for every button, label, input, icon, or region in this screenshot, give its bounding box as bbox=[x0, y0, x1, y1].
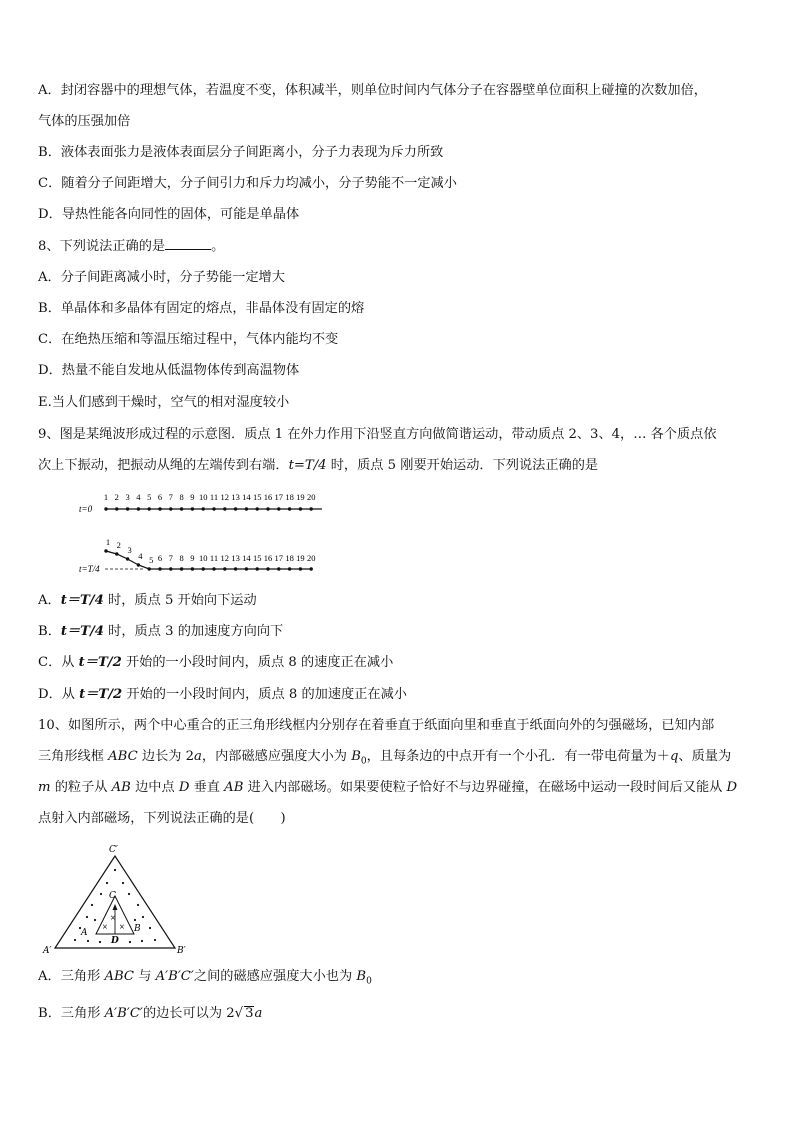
field-dot bbox=[122, 882, 124, 884]
particle-dot bbox=[191, 507, 194, 510]
q8-stem-end: 。 bbox=[211, 239, 225, 254]
option-text: 与 bbox=[134, 969, 156, 984]
particle-dot bbox=[234, 567, 237, 570]
q8-option-c: C．在绝热压缩和等温压缩过程中，气体内能均不变 bbox=[38, 332, 339, 347]
particle-number: 14 bbox=[242, 553, 251, 563]
particle-number: 1 bbox=[103, 492, 109, 502]
particle-dot bbox=[148, 507, 151, 510]
point-label: D bbox=[726, 780, 738, 795]
q9-stem-line2 bbox=[38, 457, 760, 475]
field-dot bbox=[94, 919, 96, 921]
stem-text: 边长为 2 bbox=[137, 749, 195, 764]
particle-number: 13 bbox=[231, 492, 240, 502]
particle-number: 19 bbox=[296, 553, 305, 563]
option-prefix: B． bbox=[38, 624, 61, 639]
row2-numbers bbox=[106, 537, 316, 565]
option-text: 之间的磁感应强度大小也为 bbox=[193, 969, 357, 984]
particle-number: 4 bbox=[136, 492, 141, 502]
particle-dot bbox=[126, 557, 129, 560]
option-prefix: C．从 bbox=[38, 655, 79, 670]
q10-stem-line1: 10、如图所示，两个中心重合的正三角形线框内分别存在着垂直于纸面向里和垂直于纸面向外的匀强磁场，已知内部 bbox=[38, 718, 715, 733]
particle-dot bbox=[223, 507, 226, 510]
field-dot bbox=[149, 927, 151, 929]
label-a: A bbox=[81, 928, 88, 938]
particle-number: 20 bbox=[306, 553, 316, 563]
particle-number: 11 bbox=[209, 492, 219, 502]
particle-number: 11 bbox=[209, 553, 219, 563]
q9-stem-time: t=T/4 bbox=[288, 458, 327, 473]
q9-option-d bbox=[38, 686, 760, 704]
option-text: 开始的一小段时间内，质点 8 的速度正在减小 bbox=[121, 655, 394, 670]
particle-dot bbox=[115, 507, 118, 510]
label-d: D bbox=[111, 936, 119, 946]
particle-dot bbox=[256, 507, 259, 510]
var-b: B bbox=[356, 969, 367, 984]
field-dot bbox=[142, 916, 144, 918]
field-cross-mark: × bbox=[110, 914, 116, 922]
time-value: t＝T/4 bbox=[60, 593, 104, 608]
triangle-label: A′B′C′ bbox=[155, 969, 194, 984]
q7-option-b: B．液体表面张力是液体表面层分子间距离小，分子力表现为斥力所致 bbox=[38, 145, 444, 160]
particle-dot bbox=[137, 507, 140, 510]
particle-dot bbox=[202, 507, 205, 510]
var-a: a bbox=[254, 1006, 263, 1021]
particle-dot bbox=[191, 567, 194, 570]
particle-number: 7 bbox=[168, 553, 173, 563]
particle-dot bbox=[158, 507, 161, 510]
particle-dot bbox=[180, 507, 183, 510]
stem-text: ，且每条边的中点开有一个小孔．有一带电荷量为＋ bbox=[366, 749, 670, 764]
field-dot bbox=[106, 882, 108, 884]
row1-label: t=0 bbox=[79, 504, 93, 514]
label-c: C bbox=[109, 891, 116, 901]
sqrt-radicand: 3 bbox=[245, 1006, 254, 1021]
particle-number: 5 bbox=[149, 555, 154, 565]
stem-text: 、质量为 bbox=[678, 749, 732, 764]
stem-text: 进入内部磁场。如果要使粒子恰好不与边界碰撞，在磁场中运动一段时间后又能从 bbox=[243, 780, 727, 795]
field-cross-mark: × bbox=[102, 923, 108, 931]
particle-dot bbox=[266, 507, 269, 510]
particle-dot bbox=[299, 567, 302, 570]
particle-number: 15 bbox=[252, 492, 262, 502]
field-dot bbox=[141, 940, 143, 942]
field-dot bbox=[100, 893, 102, 895]
q9-option-c bbox=[38, 654, 760, 672]
field-dot bbox=[137, 904, 139, 906]
particle-number: 8 bbox=[179, 492, 184, 502]
particle-dot bbox=[245, 507, 248, 510]
triangle-label: ABC bbox=[108, 749, 138, 764]
particle-number: 13 bbox=[231, 553, 240, 563]
point-label: D bbox=[178, 780, 190, 795]
q9-option-b bbox=[38, 623, 760, 641]
edge-label: AB bbox=[111, 780, 131, 795]
field-dot bbox=[128, 893, 130, 895]
option-text: 时，质点 3 的加速度方向向下 bbox=[103, 624, 284, 639]
q8-option-d: D．热量不能自发地从低温物体传到高温物体 bbox=[38, 363, 300, 378]
particle-number: 8 bbox=[179, 553, 184, 563]
particle-number: 9 bbox=[190, 492, 195, 502]
particle-dot bbox=[266, 567, 269, 570]
option-prefix: A．三角形 bbox=[38, 969, 105, 984]
q10-option-b bbox=[38, 1004, 760, 1024]
particle-number: 10 bbox=[198, 553, 208, 563]
label-a-prime: A′ bbox=[43, 946, 52, 956]
stem-text: 三角形线框 bbox=[38, 749, 109, 764]
particle-dot bbox=[104, 549, 107, 552]
q10-stem-line3 bbox=[38, 779, 760, 797]
stem-text: ，内部磁感应强度大小为 bbox=[201, 749, 352, 764]
var-b: B bbox=[351, 749, 361, 764]
row2-label: t=T/4 bbox=[79, 564, 100, 574]
time-value: t＝T/2 bbox=[79, 687, 123, 702]
triangle-label: ABC bbox=[104, 969, 135, 984]
var-m: m bbox=[38, 780, 51, 795]
q7-option-a-line1: A．封闭容器中的理想气体，若温度不变，体积减半，则单位时间内气体分子在容器壁单位面积上碰撞的次数加倍， bbox=[38, 83, 707, 98]
stem-text: 边中点 bbox=[130, 780, 179, 795]
answer-blank bbox=[165, 237, 211, 250]
particle-dot bbox=[202, 567, 205, 570]
subscript: 0 bbox=[366, 976, 372, 987]
field-dot bbox=[129, 941, 131, 943]
particle-number: 18 bbox=[285, 553, 294, 563]
q7-option-a-line2: 气体的压强加倍 bbox=[38, 114, 131, 129]
particle-dot bbox=[115, 552, 118, 555]
option-text: 的边长可以为 2 bbox=[142, 1006, 235, 1021]
particle-number: 2 bbox=[116, 540, 121, 550]
option-prefix: D．从 bbox=[38, 687, 80, 702]
q7-option-d: D．导热性能各向同性的固体，可能是单晶体 bbox=[38, 207, 300, 222]
q8-option-e: E.当人们感到干燥时，空气的相对湿度较小 bbox=[38, 395, 290, 410]
particle-number: 2 bbox=[114, 492, 119, 502]
particle-dot bbox=[169, 507, 172, 510]
option-text: 开始的一小段时间内，质点 8 的加速度正在减小 bbox=[122, 687, 407, 702]
particle-dot bbox=[104, 507, 107, 510]
field-dot bbox=[87, 940, 89, 942]
var-q: q bbox=[669, 749, 679, 764]
q9-stem-line1: 9、图是某绳波形成过程的示意图．质点 1 在外力作用下沿竖直方向做简谐运动，带动质点 2、3、4，… 各个质点依 bbox=[38, 427, 717, 442]
particle-dot bbox=[277, 567, 280, 570]
particle-dot bbox=[256, 567, 259, 570]
triangle-label: A′B′C′ bbox=[104, 1006, 143, 1021]
arrow-head bbox=[113, 904, 118, 910]
particle-dot bbox=[212, 507, 215, 510]
particle-dot bbox=[223, 567, 226, 570]
q8-option-a: A．分子间距离减小时，分子势能一定增大 bbox=[38, 270, 285, 285]
field-dot bbox=[134, 919, 136, 921]
particle-number: 5 bbox=[147, 492, 152, 502]
var-a: a bbox=[194, 749, 202, 764]
particle-number: 1 bbox=[105, 537, 111, 547]
field-dot bbox=[91, 904, 93, 906]
q8-stem-text: 8、下列说法正确的是 bbox=[38, 239, 166, 254]
particle-number: 18 bbox=[285, 492, 294, 502]
row1-numbers bbox=[104, 492, 316, 502]
particle-number: 12 bbox=[220, 492, 230, 502]
field-dot bbox=[86, 916, 88, 918]
q9-stem-text: 次上下振动，把振动从绳的左端传到右端． bbox=[38, 458, 289, 473]
particle-dot bbox=[299, 507, 302, 510]
subscript: 0 bbox=[360, 756, 367, 767]
particle-number: 19 bbox=[296, 492, 305, 502]
edge-label: AB bbox=[224, 780, 244, 795]
particle-dot bbox=[245, 567, 248, 570]
field-dot bbox=[154, 939, 156, 941]
particle-number: 3 bbox=[127, 545, 132, 555]
particle-dot bbox=[148, 567, 151, 570]
particle-number: 12 bbox=[220, 553, 230, 563]
particle-number: 20 bbox=[306, 492, 316, 502]
field-cross-mark: × bbox=[119, 923, 125, 931]
particle-number: 9 bbox=[190, 553, 195, 563]
particle-dot bbox=[137, 563, 140, 566]
particle-dot bbox=[158, 567, 161, 570]
particle-number: 16 bbox=[263, 492, 273, 502]
particle-dot bbox=[169, 567, 172, 570]
particle-number: 4 bbox=[138, 551, 143, 561]
particle-number: 3 bbox=[125, 492, 130, 502]
particle-number: 16 bbox=[263, 553, 273, 563]
particle-number: 6 bbox=[157, 492, 163, 502]
time-value: t＝T/4 bbox=[60, 624, 104, 639]
field-dot bbox=[114, 869, 116, 871]
rope-wave-figure bbox=[75, 488, 345, 580]
nested-triangles-figure bbox=[40, 838, 190, 960]
particle-number: 17 bbox=[274, 553, 284, 563]
q8-stem bbox=[38, 237, 760, 256]
q10-option-a bbox=[38, 968, 760, 991]
label-c-prime: C′ bbox=[109, 845, 118, 855]
particle-number: 10 bbox=[198, 492, 208, 502]
q10-stem-line4: 点射入内部磁场，下列说法正确的是( ) bbox=[38, 811, 286, 826]
particle-dot bbox=[288, 507, 291, 510]
particle-dot bbox=[277, 507, 280, 510]
particle-number: 17 bbox=[274, 492, 284, 502]
particle-number: 15 bbox=[252, 553, 262, 563]
q7-option-c: C．随着分子间距增大，分子间引力和斥力均减小，分子势能不一定减小 bbox=[38, 176, 457, 191]
particle-dot bbox=[310, 507, 313, 510]
particle-dot bbox=[310, 567, 313, 570]
stem-text: 垂直 bbox=[189, 780, 225, 795]
particle-dot bbox=[126, 507, 129, 510]
particle-dot bbox=[288, 567, 291, 570]
field-dot bbox=[99, 941, 101, 943]
particle-dot bbox=[212, 567, 215, 570]
option-prefix: A． bbox=[38, 593, 61, 608]
q8-option-b: B．单晶体和多晶体有固定的熔点，非晶体没有固定的熔 bbox=[38, 301, 365, 316]
time-value: t＝T/2 bbox=[78, 655, 122, 670]
particle-dot bbox=[234, 507, 237, 510]
label-b-prime: B′ bbox=[177, 946, 186, 956]
sqrt-symbol: √ bbox=[234, 1006, 244, 1021]
particle-dot bbox=[180, 567, 183, 570]
stem-text: 的粒子从 bbox=[50, 780, 112, 795]
option-text: 时，质点 5 开始向下运动 bbox=[103, 593, 257, 608]
q9-stem-text-end: 时，质点 5 刚要开始运动．下列说法正确的是 bbox=[326, 458, 599, 473]
label-b: B bbox=[134, 924, 141, 934]
particle-number: 6 bbox=[157, 553, 163, 563]
q9-option-a bbox=[38, 592, 760, 610]
particle-number: 7 bbox=[168, 492, 173, 502]
q10-stem-line2 bbox=[38, 748, 760, 771]
particle-number: 14 bbox=[242, 492, 251, 502]
option-prefix: B．三角形 bbox=[38, 1006, 105, 1021]
field-dot bbox=[74, 939, 76, 941]
